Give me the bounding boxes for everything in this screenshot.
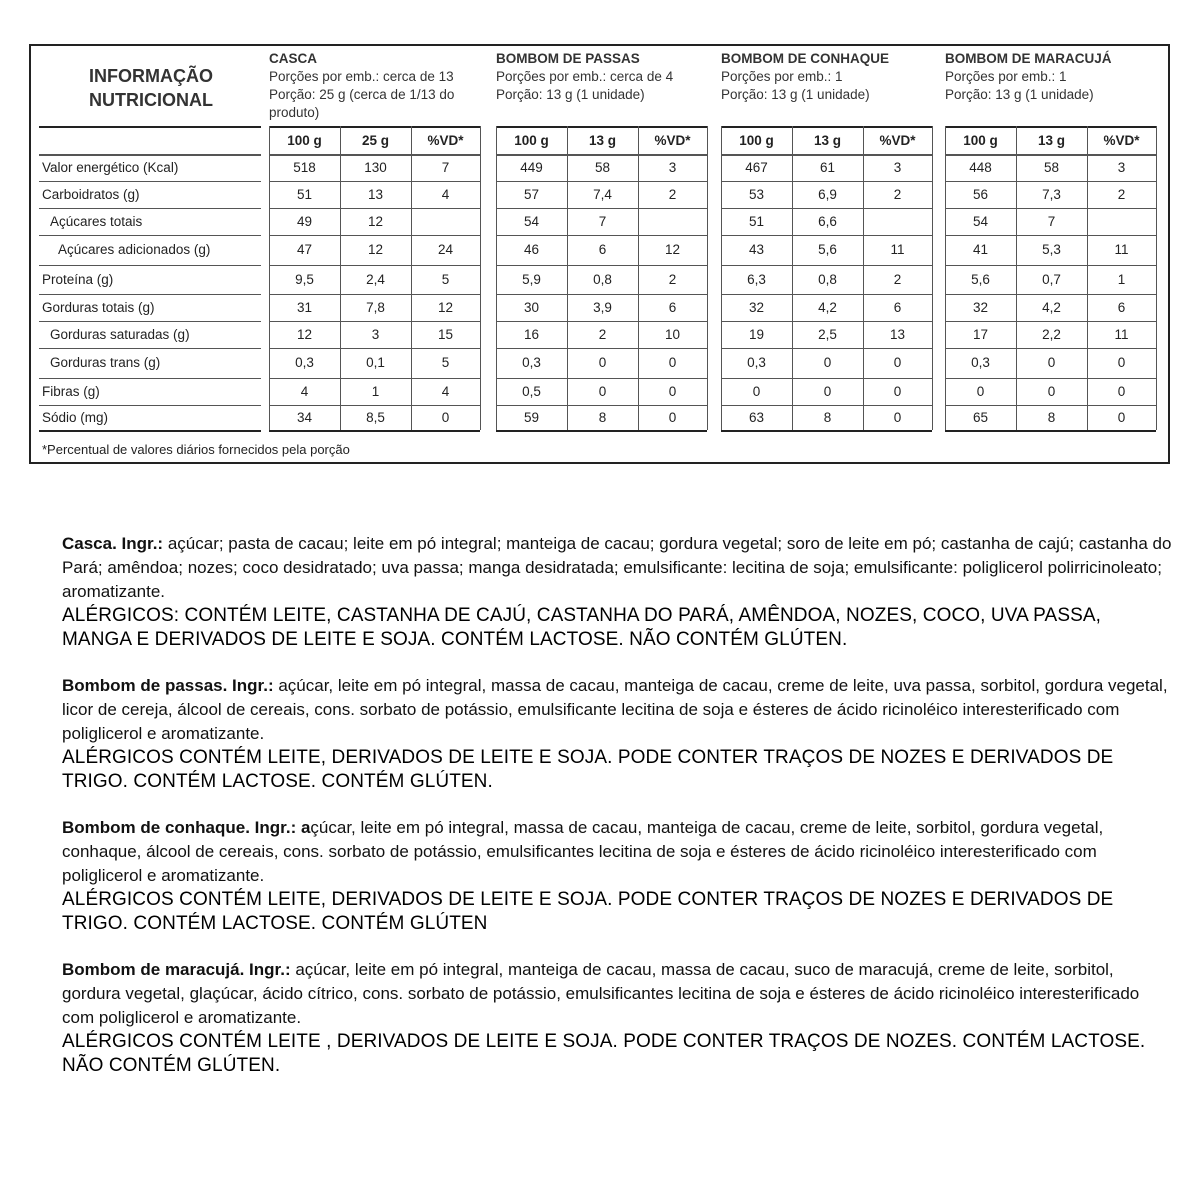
table-cell: 7,3 <box>1042 187 1061 202</box>
table-cell: 0,3 <box>971 355 990 370</box>
product-header-line2: Porção: 13 g (1 unidade) <box>945 87 1094 102</box>
product-header <box>945 50 1160 104</box>
table-cell: 6,9 <box>818 187 837 202</box>
table-cell: 0 <box>441 410 450 425</box>
row-rule <box>39 294 261 295</box>
table-cell: 12 <box>664 242 681 257</box>
table-cell: 8,5 <box>366 410 385 425</box>
table-cell: 4 <box>441 384 450 399</box>
table-bottom-rule <box>39 430 261 432</box>
table-cell: 6 <box>668 300 677 315</box>
table-cell: 0 <box>893 410 902 425</box>
table-title-line2: NUTRICIONAL <box>89 90 213 110</box>
table-cell: 11 <box>1114 327 1129 342</box>
table-cell: 32 <box>748 300 765 315</box>
row-rule <box>945 378 1156 379</box>
table-title <box>31 64 271 112</box>
table-cell: 0 <box>1047 384 1056 399</box>
table-cell: 10 <box>664 327 681 342</box>
row-rule <box>269 181 480 182</box>
row-rule <box>39 405 261 406</box>
table-cell: 5,6 <box>971 272 990 287</box>
table-cell: 0,5 <box>522 384 541 399</box>
table-cell: 1 <box>1117 272 1126 287</box>
row-label: Sódio (mg) <box>42 410 109 425</box>
ingredient-block <box>62 958 1172 1078</box>
table-cell: 43 <box>748 242 765 257</box>
column-subheader: 100 g <box>514 133 549 148</box>
table-cell: 54 <box>972 214 989 229</box>
table-bottom-rule <box>945 430 1156 432</box>
table-cell: 0 <box>976 384 985 399</box>
table-cell: 518 <box>293 160 316 175</box>
table-cell: 16 <box>523 327 540 342</box>
row-rule <box>269 378 480 379</box>
row-label: Proteína (g) <box>42 272 114 287</box>
row-rule <box>39 154 261 156</box>
table-cell: 0,8 <box>818 272 837 287</box>
product-header <box>496 50 711 104</box>
product-header-name: BOMBOM DE PASSAS <box>496 51 640 66</box>
table-cell: 448 <box>969 160 992 175</box>
table-cell: 9,5 <box>295 272 314 287</box>
ingredient-list <box>62 532 1172 604</box>
table-cell: 0 <box>1047 355 1056 370</box>
table-cell: 30 <box>523 300 540 315</box>
row-rule <box>721 348 932 349</box>
header-rule <box>269 126 480 128</box>
column-subheader: 13 g <box>588 133 616 148</box>
table-cell: 2 <box>668 187 677 202</box>
table-cell: 0,7 <box>1042 272 1061 287</box>
table-cell: 0 <box>893 384 902 399</box>
ingredient-text: açúcar, leite em pó integral, massa de cacau, manteiga de cacau, creme de leite, uva passa, sorbitol, gordura vegetal, licor de cereja, álcool de cereais, cons. sorbato de potássio, emulsificante lecitina de soja e ésteres de ácido ricinoléico interesterificado com poliglicerol e aromatizante. <box>62 676 1168 743</box>
table-cell: 2 <box>668 272 677 287</box>
row-rule <box>721 235 932 236</box>
table-cell: 0 <box>598 355 607 370</box>
row-rule <box>721 154 932 156</box>
product-header-line1: Porções por emb.: 1 <box>945 69 1067 84</box>
row-label: Gorduras totais (g) <box>42 300 155 315</box>
table-cell: 3 <box>668 160 677 175</box>
table-title-line1: INFORMAÇÃO <box>89 66 213 86</box>
ingredient-heading: Bombom de conhaque. Ingr.: a <box>62 818 311 837</box>
row-rule <box>39 265 261 266</box>
table-cell: 13 <box>367 187 384 202</box>
ingredient-text: açúcar, leite em pó integral, manteiga de cacau, massa de cacau, suco de maracujá, creme de leite, sorbitol, gordura vegetal, glaçúcar, ácido cítrico, cons. sorbato de potássio, emulsificantes lecitina de soja e ésteres de ácido ricinoléico interesterificado com poliglicerol e aromatizante. <box>62 960 1140 1027</box>
ingredient-text: çúcar, leite em pó integral, massa de cacau, manteiga de cacau, creme de leite, sorbitol, gordura vegetal, conhaque, álcool de cereais, cons. sorbato de potássio, emulsificantes lecitina de soja e ésteres de ácido ricinoléico interesterificado com poliglicerol e aromatizante. <box>62 818 1104 885</box>
table-cell: 46 <box>523 242 540 257</box>
table-cell: 8 <box>823 410 832 425</box>
table-cell: 2,2 <box>1042 327 1061 342</box>
row-rule <box>39 348 261 349</box>
table-cell: 4,2 <box>1042 300 1061 315</box>
table-cell: 7 <box>1047 214 1056 229</box>
row-label: Fibras (g) <box>42 384 100 399</box>
table-cell: 56 <box>972 187 989 202</box>
row-label: Gorduras trans (g) <box>50 355 161 370</box>
row-rule <box>269 265 480 266</box>
table-cell: 8 <box>1047 410 1056 425</box>
table-cell: 65 <box>972 410 989 425</box>
table-cell: 58 <box>1043 160 1060 175</box>
row-label: Carboidratos (g) <box>42 187 140 202</box>
table-cell: 0 <box>1117 355 1126 370</box>
ingredient-heading: Casca. Ingr.: <box>62 534 164 553</box>
table-cell: 11 <box>1114 242 1129 257</box>
table-cell: 47 <box>296 242 313 257</box>
row-rule <box>496 208 707 209</box>
table-cell: 0 <box>668 355 677 370</box>
row-rule <box>496 378 707 379</box>
header-rule <box>945 126 1156 128</box>
product-header-line2: Porção: 13 g (1 unidade) <box>496 87 645 102</box>
row-rule <box>39 208 261 209</box>
table-cell: 12 <box>296 327 313 342</box>
product-header <box>269 50 484 122</box>
table-cell: 5,9 <box>522 272 541 287</box>
table-cell: 467 <box>745 160 768 175</box>
row-rule <box>945 235 1156 236</box>
table-cell: 13 <box>889 327 906 342</box>
table-cell: 8 <box>598 410 607 425</box>
row-rule <box>269 321 480 322</box>
column-subheader: %VD* <box>427 133 464 148</box>
table-cell: 24 <box>437 242 454 257</box>
nutrition-table <box>29 44 1170 464</box>
column-subheader: %VD* <box>1103 133 1140 148</box>
row-rule <box>269 348 480 349</box>
column-subheader: 25 g <box>361 133 389 148</box>
table-cell: 2 <box>893 187 902 202</box>
ingredient-list <box>62 958 1172 1030</box>
ingredient-block <box>62 532 1172 652</box>
row-rule <box>721 405 932 406</box>
column-subheader: 100 g <box>739 133 774 148</box>
table-cell: 41 <box>972 242 989 257</box>
row-rule <box>496 265 707 266</box>
product-header-line1: Porções por emb.: cerca de 13 <box>269 69 454 84</box>
table-cell: 61 <box>819 160 836 175</box>
row-rule <box>721 378 932 379</box>
allergen-warning: ALÉRGICOS CONTÉM LEITE, DERIVADOS DE LEITE E SOJA. PODE CONTER TRAÇOS DE NOZES E DERIVADOS DE TRIGO. CONTÉM LACTOSE. CONTÉM GLÚTEN. <box>62 747 1114 792</box>
table-cell: 4 <box>441 187 450 202</box>
table-cell: 53 <box>748 187 765 202</box>
table-cell: 0,3 <box>747 355 766 370</box>
table-cell: 2 <box>598 327 607 342</box>
table-cell: 12 <box>437 300 454 315</box>
row-rule <box>721 265 932 266</box>
table-cell: 58 <box>594 160 611 175</box>
row-rule <box>269 208 480 209</box>
table-cell: 7,8 <box>366 300 385 315</box>
table-cell: 7 <box>598 214 607 229</box>
table-cell: 449 <box>520 160 543 175</box>
product-header-line2: Porção: 13 g (1 unidade) <box>721 87 870 102</box>
allergen-warning: ALÉRGICOS CONTÉM LEITE, DERIVADOS DE LEITE E SOJA. PODE CONTER TRAÇOS DE NOZES E DERIVADOS DE TRIGO. CONTÉM LACTOSE. CONTÉM GLÚTEN <box>62 889 1114 934</box>
table-cell: 19 <box>748 327 765 342</box>
row-rule <box>721 208 932 209</box>
row-rule <box>496 294 707 295</box>
row-rule <box>721 181 932 182</box>
table-cell: 0,8 <box>593 272 612 287</box>
header-rule <box>721 126 932 128</box>
table-cell: 0 <box>668 410 677 425</box>
row-rule <box>945 265 1156 266</box>
row-rule <box>945 294 1156 295</box>
column-divider <box>932 126 933 430</box>
table-cell: 0 <box>668 384 677 399</box>
table-cell: 51 <box>748 214 765 229</box>
allergen-warning: ALÉRGICOS CONTÉM LEITE , DERIVADOS DE LEITE E SOJA. PODE CONTER TRAÇOS DE NOZES. CONTÉM LACTOSE. NÃO CONTÉM GLÚTEN. <box>62 1031 1146 1076</box>
product-header-name: CASCA <box>269 51 318 66</box>
table-cell: 51 <box>296 187 313 202</box>
table-cell: 6,6 <box>818 214 837 229</box>
table-cell: 3 <box>893 160 902 175</box>
row-rule <box>269 154 480 156</box>
table-cell: 6 <box>1117 300 1126 315</box>
table-cell: 0 <box>752 384 761 399</box>
product-header-name: BOMBOM DE CONHAQUE <box>721 51 889 66</box>
ingredient-heading: Bombom de passas. Ingr.: <box>62 676 274 695</box>
row-rule <box>269 405 480 406</box>
product-header-line3: produto) <box>269 105 320 120</box>
product-header-name: BOMBOM DE MARACUJÁ <box>945 51 1112 66</box>
row-rule <box>39 321 261 322</box>
row-rule <box>721 321 932 322</box>
table-cell: 54 <box>523 214 540 229</box>
table-cell: 11 <box>890 242 905 257</box>
table-cell: 7,4 <box>593 187 612 202</box>
row-label: Açúcares totais <box>50 214 143 229</box>
row-rule <box>945 208 1156 209</box>
row-rule <box>269 294 480 295</box>
row-rule <box>269 235 480 236</box>
table-cell: 2 <box>893 272 902 287</box>
table-cell: 5,6 <box>818 242 837 257</box>
column-subheader: 13 g <box>813 133 841 148</box>
table-cell: 5 <box>441 272 450 287</box>
header-rule <box>496 126 707 128</box>
product-header <box>721 50 936 104</box>
column-subheader: 100 g <box>287 133 322 148</box>
table-cell: 15 <box>437 327 454 342</box>
column-subheader: %VD* <box>879 133 916 148</box>
table-footnote: *Percentual de valores diários fornecidos pela porção <box>42 442 350 457</box>
column-subheader: 100 g <box>963 133 998 148</box>
table-cell: 6 <box>893 300 902 315</box>
row-rule <box>945 181 1156 182</box>
table-cell: 4 <box>300 384 309 399</box>
ingredient-list <box>62 816 1172 888</box>
table-cell: 17 <box>972 327 989 342</box>
column-divider <box>1156 126 1157 430</box>
table-cell: 0 <box>823 355 832 370</box>
ingredient-text: açúcar; pasta de cacau; leite em pó integral; manteiga de cacau; gordura vegetal; soro de leite em pó; castanha de cajú; castanha do Pará; amêndoa; nozes; coco desidratado; uva passa; manga desidratada; emulsificante: lecitina de soja; emulsificante: poliglicerol polirricinoleato; aromatizante. <box>62 534 1172 601</box>
table-bottom-rule <box>496 430 707 432</box>
table-cell: 0 <box>1117 410 1126 425</box>
ingredients-section <box>62 532 1172 1100</box>
table-cell: 7 <box>441 160 450 175</box>
table-cell: 34 <box>296 410 313 425</box>
table-cell: 32 <box>972 300 989 315</box>
ingredient-block <box>62 816 1172 936</box>
row-label: Valor energético (Kcal) <box>42 160 179 175</box>
table-cell: 4,2 <box>818 300 837 315</box>
row-rule <box>945 405 1156 406</box>
column-divider <box>480 126 481 430</box>
row-label: Açúcares adicionados (g) <box>58 242 211 257</box>
table-cell: 0 <box>598 384 607 399</box>
row-rule <box>945 154 1156 156</box>
row-rule <box>496 348 707 349</box>
table-cell: 63 <box>748 410 765 425</box>
table-cell: 6 <box>598 242 607 257</box>
table-cell: 57 <box>523 187 540 202</box>
allergen-warning: ALÉRGICOS: CONTÉM LEITE, CASTANHA DE CAJÚ, CASTANHA DO PARÁ, AMÊNDOA, NOZES, COCO, UVA PASSA, MANGA E DERIVADOS DE LEITE E SOJA. CONTÉM LACTOSE. NÃO CONTÉM GLÚTEN. <box>62 605 1102 650</box>
table-cell: 49 <box>296 214 313 229</box>
row-rule <box>945 348 1156 349</box>
column-subheader: %VD* <box>654 133 691 148</box>
row-rule <box>39 235 261 236</box>
ingredient-list <box>62 674 1172 746</box>
ingredient-block <box>62 674 1172 794</box>
row-rule <box>496 154 707 156</box>
column-divider <box>707 126 708 430</box>
table-cell: 0 <box>893 355 902 370</box>
column-subheader: 13 g <box>1037 133 1065 148</box>
row-rule <box>721 294 932 295</box>
table-cell: 5 <box>441 355 450 370</box>
table-cell: 0 <box>1117 384 1126 399</box>
table-cell: 3,9 <box>593 300 612 315</box>
product-header-line2: Porção: 25 g (cerca de 1/13 do <box>269 87 455 102</box>
row-rule <box>945 321 1156 322</box>
row-rule <box>39 378 261 379</box>
row-rule <box>39 181 261 182</box>
table-bottom-rule <box>721 430 932 432</box>
table-cell: 12 <box>367 214 384 229</box>
table-cell: 31 <box>296 300 313 315</box>
row-rule <box>496 405 707 406</box>
product-header-line1: Porções por emb.: 1 <box>721 69 843 84</box>
table-cell: 2,5 <box>818 327 837 342</box>
table-cell: 0,1 <box>366 355 385 370</box>
table-cell: 2,4 <box>366 272 385 287</box>
table-cell: 0,3 <box>295 355 314 370</box>
table-bottom-rule <box>269 430 480 432</box>
row-rule <box>496 181 707 182</box>
row-rule <box>496 321 707 322</box>
table-cell: 0,3 <box>522 355 541 370</box>
ingredient-heading: Bombom de maracujá. Ingr.: <box>62 960 291 979</box>
product-header-line1: Porções por emb.: cerca de 4 <box>496 69 674 84</box>
table-cell: 12 <box>367 242 384 257</box>
table-cell: 59 <box>523 410 540 425</box>
table-cell: 3 <box>1117 160 1126 175</box>
table-cell: 6,3 <box>747 272 766 287</box>
row-label: Gorduras saturadas (g) <box>50 327 190 342</box>
header-rule-left <box>39 126 261 128</box>
table-cell: 2 <box>1117 187 1126 202</box>
table-cell: 3 <box>371 327 380 342</box>
table-cell: 1 <box>371 384 380 399</box>
row-rule <box>496 235 707 236</box>
table-cell: 5,3 <box>1042 242 1061 257</box>
table-cell: 130 <box>364 160 387 175</box>
table-cell: 0 <box>823 384 832 399</box>
